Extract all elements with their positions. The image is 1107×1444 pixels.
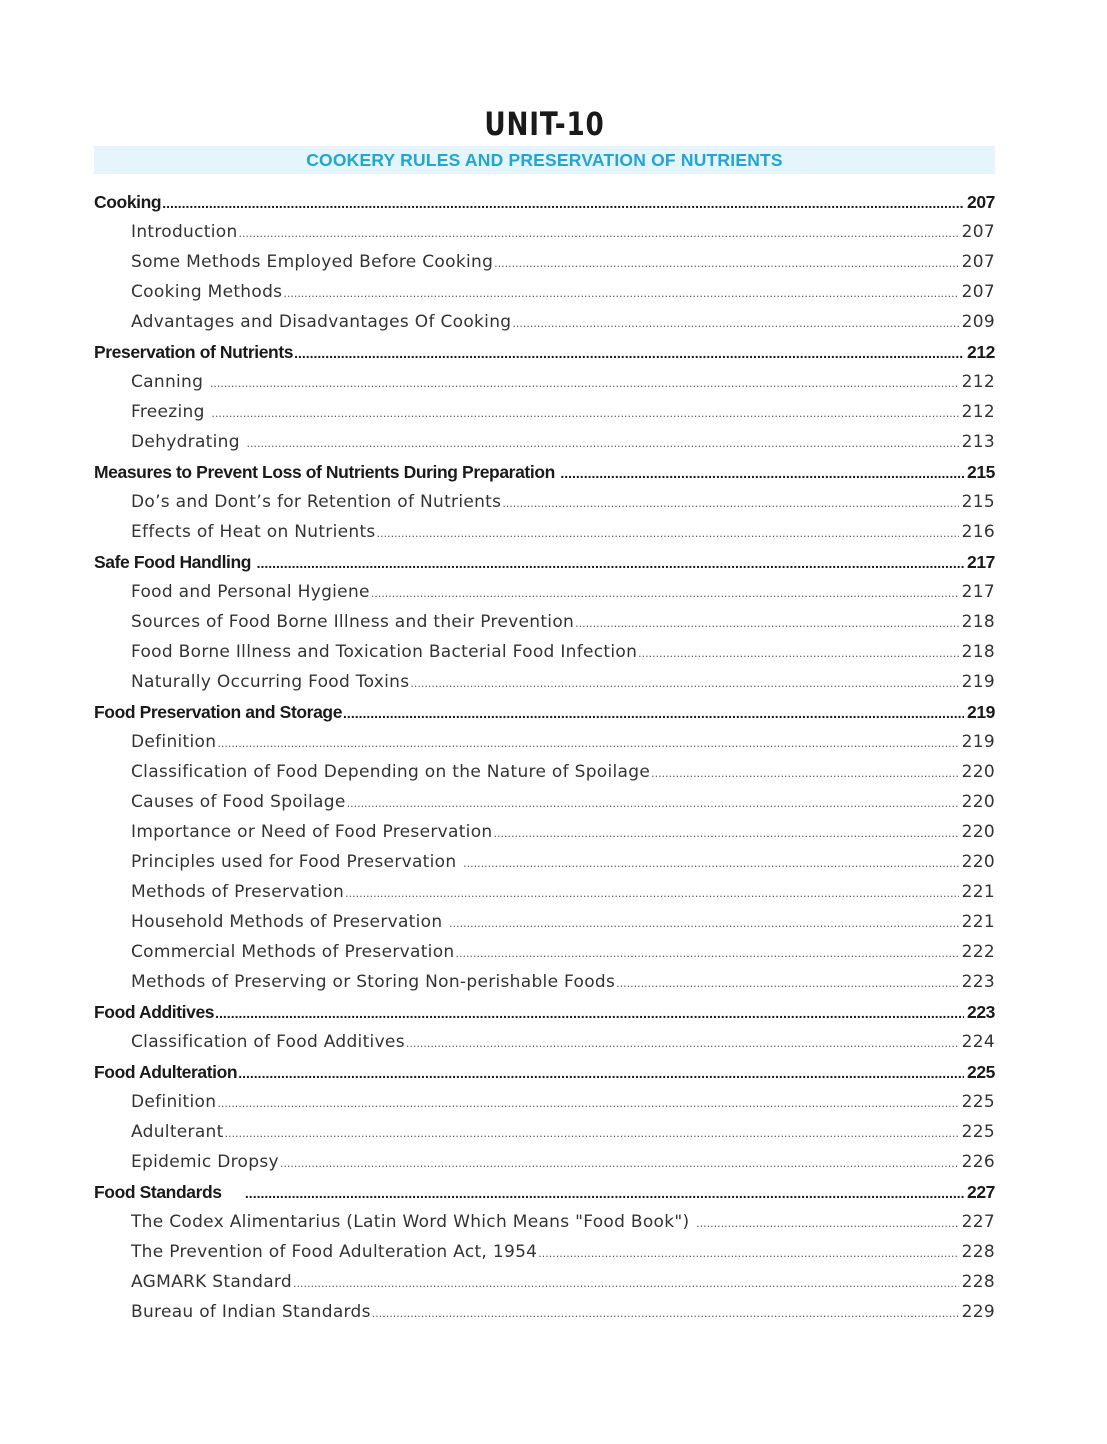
toc-page-number: 224 (961, 1032, 995, 1052)
toc-item-row (94, 367, 995, 397)
toc-leader-dots (347, 789, 959, 817)
toc-leader-dots (280, 1149, 959, 1177)
toc-page-number: 227 (967, 1182, 995, 1202)
toc-entry-label: Importance or Need of Food Preservation (131, 822, 493, 842)
toc-leader-dots (247, 429, 959, 457)
toc-item-row (94, 247, 995, 277)
toc-page-number: 221 (961, 912, 995, 932)
toc-item-row (94, 307, 995, 337)
toc-item-row (94, 1087, 995, 1117)
toc-section-row (94, 697, 995, 727)
toc-entry-label: Food Adulteration (94, 1062, 238, 1082)
toc-leader-dots (162, 188, 964, 217)
toc-entry-label: Adulterant (131, 1122, 224, 1142)
toc-leader-dots (345, 879, 959, 907)
toc-entry-label: Preservation of Nutrients (94, 342, 294, 362)
toc-entry-label: Food and Personal Hygiene (131, 582, 370, 602)
toc-entry-label: Food Standards (94, 1182, 244, 1202)
toc-entry-label: Food Additives (94, 1002, 215, 1022)
toc-item-row (94, 667, 995, 697)
toc-page-number: 218 (961, 642, 995, 662)
toc-leader-dots (463, 849, 958, 877)
toc-item-row (94, 607, 995, 637)
toc-page-number: 220 (961, 822, 995, 842)
toc-item-row (94, 1027, 995, 1057)
toc-page-number: 207 (967, 192, 995, 212)
toc-entry-label: Methods of Preserving or Storing Non-perishable Foods (131, 972, 616, 992)
toc-section-row (94, 997, 995, 1027)
toc-item-row (94, 727, 995, 757)
toc-leader-dots (210, 369, 959, 397)
toc-item-row (94, 637, 995, 667)
unit-title: UNIT-10 (484, 105, 605, 143)
toc-entry-label: Advantages and Disadvantages Of Cooking (131, 312, 512, 332)
toc-leader-dots (512, 309, 958, 337)
toc-page-number: 225 (961, 1092, 995, 1112)
toc-page-number: 207 (961, 252, 995, 272)
toc-leader-dots (239, 219, 959, 247)
toc-page-number: 217 (961, 582, 995, 602)
toc-item-row (94, 1117, 995, 1147)
toc-leader-dots (372, 1299, 959, 1327)
toc-page-number: 212 (961, 372, 995, 392)
toc-page-number: 218 (961, 612, 995, 632)
toc-entry-label: Do’s and Dont’s for Retention of Nutrients (131, 492, 502, 512)
toc-entry-label: Bureau of Indian Standards (131, 1302, 371, 1322)
toc-section-row (94, 1177, 995, 1207)
toc-leader-dots (494, 249, 958, 277)
toc-leader-dots (238, 1058, 964, 1087)
toc-leader-dots (538, 1239, 958, 1267)
toc-page-number: 207 (961, 222, 995, 242)
toc-item-row (94, 877, 995, 907)
toc-item-row (94, 1207, 995, 1237)
toc-item-row (94, 1237, 995, 1267)
toc-item-row (94, 397, 995, 427)
toc-entry-label: Measures to Prevent Loss of Nutrients During Preparation (94, 462, 560, 482)
toc-entry-label: Cooking (94, 192, 162, 212)
toc-page-number: 220 (961, 762, 995, 782)
toc-leader-dots (211, 399, 958, 427)
toc-item-row (94, 1147, 995, 1177)
toc-page-number: 219 (961, 672, 995, 692)
toc-page-number: 226 (961, 1152, 995, 1172)
table-of-contents (94, 187, 995, 1327)
toc-leader-dots (225, 1119, 959, 1147)
toc-leader-dots (245, 1178, 964, 1207)
toc-leader-dots (294, 338, 964, 367)
toc-section-row (94, 187, 995, 217)
toc-leader-dots (257, 548, 964, 577)
toc-leader-dots (455, 939, 958, 967)
toc-item-row (94, 847, 995, 877)
toc-item-row (94, 1297, 995, 1327)
toc-entry-label: Principles used for Food Preservation (131, 852, 463, 872)
toc-page-number: 223 (967, 1002, 995, 1022)
toc-leader-dots (493, 819, 958, 847)
toc-entry-label: Definition (131, 732, 217, 752)
toc-leader-dots (638, 639, 958, 667)
toc-item-row (94, 487, 995, 517)
toc-page-number: 220 (961, 792, 995, 812)
toc-leader-dots (651, 759, 959, 787)
toc-leader-dots (406, 1029, 959, 1057)
toc-leader-dots (293, 1269, 959, 1297)
toc-entry-label: The Prevention of Food Adulteration Act, 1954 (131, 1242, 538, 1262)
toc-page-number: 215 (967, 462, 995, 482)
unit-subtitle: COOKERY RULES AND PRESERVATION OF NUTRIENTS (94, 146, 995, 174)
toc-leader-dots (215, 998, 964, 1027)
toc-entry-label: Classification of Food Depending on the Nature of Spoilage (131, 762, 651, 782)
toc-page-number: 228 (961, 1272, 995, 1292)
toc-entry-label: Methods of Preservation (131, 882, 345, 902)
toc-entry-label: Epidemic Dropsy (131, 1152, 279, 1172)
toc-entry-label: Food Preservation and Storage (94, 702, 343, 722)
toc-page-number: 229 (961, 1302, 995, 1322)
toc-item-row (94, 277, 995, 307)
toc-leader-dots (343, 698, 964, 727)
toc-item-row (94, 817, 995, 847)
toc-leader-dots (217, 1089, 958, 1117)
toc-entry-label: AGMARK Standard (131, 1272, 293, 1292)
toc-item-row (94, 937, 995, 967)
toc-leader-dots (410, 669, 958, 697)
toc-page-number: 225 (967, 1062, 995, 1082)
toc-page-number: 225 (961, 1122, 995, 1142)
toc-item-row (94, 967, 995, 997)
toc-leader-dots (696, 1209, 958, 1237)
toc-entry-label: Freezing (131, 402, 211, 422)
toc-item-row (94, 1267, 995, 1297)
toc-item-row (94, 577, 995, 607)
toc-item-row (94, 427, 995, 457)
toc-item-row (94, 907, 995, 937)
toc-item-row (94, 757, 995, 787)
toc-entry-label: Commercial Methods of Preservation (131, 942, 455, 962)
toc-entry-label: Classification of Food Additives (131, 1032, 405, 1052)
toc-entry-label: Safe Food Handling (94, 552, 256, 572)
toc-section-row (94, 457, 995, 487)
toc-page-number: 228 (961, 1242, 995, 1262)
toc-entry-label: Definition (131, 1092, 217, 1112)
toc-page-number: 209 (961, 312, 995, 332)
toc-page (94, 104, 995, 1327)
toc-entry-label: Introduction (131, 222, 238, 242)
toc-item-row (94, 517, 995, 547)
toc-page-number: 223 (961, 972, 995, 992)
toc-entry-label: Cooking Methods (131, 282, 283, 302)
toc-leader-dots (217, 729, 958, 757)
toc-leader-dots (502, 489, 958, 517)
toc-entry-label: Effects of Heat on Nutrients (131, 522, 376, 542)
toc-page-number: 215 (961, 492, 995, 512)
toc-entry-label: Sources of Food Borne Illness and their Prevention (131, 612, 575, 632)
toc-entry-label: Naturally Occurring Food Toxins (131, 672, 410, 692)
toc-page-number: 216 (961, 522, 995, 542)
toc-section-row (94, 1057, 995, 1087)
toc-entry-label: Canning (131, 372, 209, 392)
toc-page-number: 219 (967, 702, 995, 722)
toc-page-number: 217 (967, 552, 995, 572)
toc-entry-label: Causes of Food Spoilage (131, 792, 346, 812)
toc-entry-label: The Codex Alimentarius (Latin Word Which Means "Food Book") (131, 1212, 696, 1232)
toc-page-number: 212 (967, 342, 995, 362)
toc-section-row (94, 337, 995, 367)
toc-page-number: 227 (961, 1212, 995, 1232)
toc-entry-label: Household Methods of Preservation (131, 912, 449, 932)
toc-entry-label: Food Borne Illness and Toxication Bacterial Food Infection (131, 642, 638, 662)
toc-entry-label: Some Methods Employed Before Cooking (131, 252, 494, 272)
toc-section-row (94, 547, 995, 577)
toc-page-number: 207 (961, 282, 995, 302)
toc-page-number: 221 (961, 882, 995, 902)
toc-page-number: 212 (961, 402, 995, 422)
toc-leader-dots (449, 909, 958, 937)
toc-item-row (94, 217, 995, 247)
toc-page-number: 219 (961, 732, 995, 752)
toc-leader-dots (371, 579, 959, 607)
toc-page-number: 213 (961, 432, 995, 452)
toc-leader-dots (575, 609, 959, 637)
toc-leader-dots (283, 279, 958, 307)
toc-page-number: 222 (961, 942, 995, 962)
toc-leader-dots (560, 458, 964, 487)
toc-entry-label: Dehydrating (131, 432, 246, 452)
toc-leader-dots (616, 969, 958, 997)
toc-page-number: 220 (961, 852, 995, 872)
toc-leader-dots (377, 519, 959, 547)
toc-item-row (94, 787, 995, 817)
